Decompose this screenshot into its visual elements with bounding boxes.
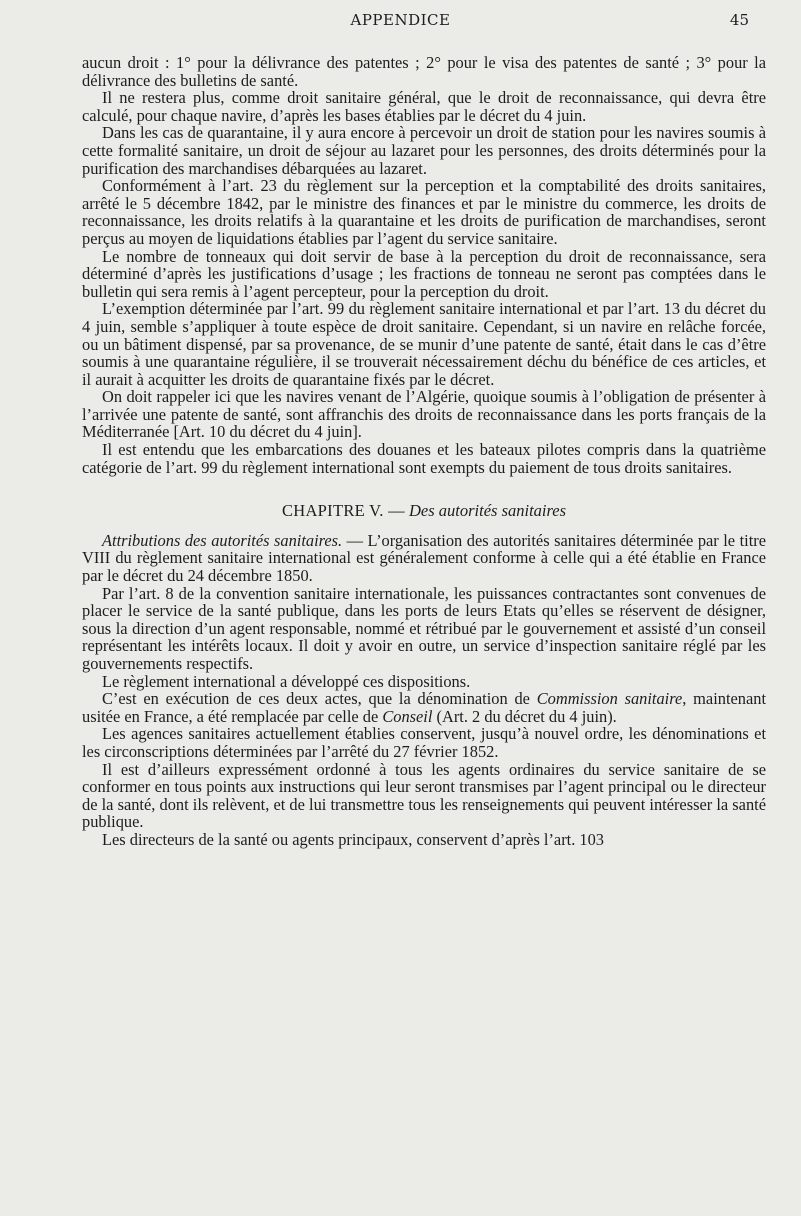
denomination-middle: , maintenant usitée en France, a été remplacée par celle de — [82, 689, 766, 726]
paragraph: Il ne restera plus, comme droit sanitaire général, que le droit de reconnaissance, qui devra être calculé, pour chaque navire, d’après les bases établies par le décret du 4 juin. — [82, 88, 766, 125]
running-head — [0, 7, 801, 37]
term-conseil: Conseil — [382, 706, 433, 726]
body-text — [82, 54, 766, 849]
attributions-paragraph — [82, 532, 766, 585]
term-commission-sanitaire: Commission sanitaire — [536, 689, 683, 709]
running-title: APPENDICE — [350, 11, 451, 29]
paragraph: Les directeurs de la santé ou agents principaux, conservent d’après l’art. 103 — [102, 829, 605, 849]
denomination-paragraph — [82, 690, 766, 725]
denomination-before: C’est en exécution de ces deux actes, que la dénomination de — [102, 689, 537, 709]
denomination-after: (Art. 2 du décret du 4 juin). — [432, 706, 617, 726]
paragraph: L’exemption déterminée par l’art. 99 du règlement sanitaire international et par l’art. 13 du décret du 4 juin, semble s’appliquer à toute espèce de droit sanitaire. Cependant, si un navire en relâche forcée, ou un bâtiment dispensé, par sa provenance, de se munir d’une patente de santé, était dans le cas d’être soumis à une quarantaine régulière, il se trouverait nécessairement déchu du bénéfice de ces articles, et il aurait à acquitter les droits de quarantaine fixés par le décret. — [82, 299, 766, 389]
chapter-heading — [82, 502, 766, 520]
paragraph: Il est entendu que les embarcations des douanes et les bateaux pilotes compris dans la quatrième catégorie de l’art. 99 du règlement international sont exempts du paiement de tous droits sanitaires. — [82, 440, 766, 477]
paragraph: Dans les cas de quarantaine, il y aura encore à percevoir un droit de station pour les navires soumis à cette formalité sanitaire, un droit de séjour au lazaret pour les personnes, des droits déterminés pour la purification des marchandises débarquées au lazaret. — [82, 123, 766, 178]
chapter-title: Des autorités sanitaires — [409, 501, 567, 521]
paragraph: Les agences sanitaires actuellement établies conservent, jusqu’à nouvel ordre, les dénominations et les circonscriptions déterminées par l’arrêté du 27 février 1852. — [82, 724, 766, 761]
paragraph: Par l’art. 8 de la convention sanitaire internationale, les puissances contractantes sont convenues de placer le service de la santé publique, dans les ports de leurs Etats qu’elles se réservent de désigner, sous la direction d’un agent responsable, nommé et rétribué par le gouvernement et assisté d’un conseil représentant les intérêts locaux. Il doit y avoir en outre, un service d’inspection sanitaire réglé par les gouvernements respectifs. — [82, 583, 766, 673]
attributions-text: — L’organisation des autorités sanitaires déterminée par le titre VIII du règlement sanitaire international est généralement conforme à celle qui a été établie en France par le décret du 24 décembre 1850. — [82, 530, 766, 586]
paragraph: aucun droit : 1° pour la délivrance des patentes ; 2° pour le visa des patentes de santé ; 3° pour la délivrance des bulletins de santé. — [82, 53, 766, 90]
page-number: 45 — [729, 11, 749, 29]
paragraph: Il est d’ailleurs expressément ordonné à tous les agents ordinaires du service sanitaire de se conformer en tous points aux instructions qui leur seront transmises par l’agent principal ou le directeur de la santé, dont ils relèvent, et de lui transmettre tous les renseignements qui peuvent intéresser la santé publique. — [82, 759, 766, 832]
paragraph: Le nombre de tonneaux qui doit servir de base à la perception du droit de reconnaissance, sera déterminé d’après les justifications d’usage ; les fractions de tonneau ne seront pas comptées dans le bulletin qui sera remis à l’agent percepteur, pour la perception du droit. — [82, 246, 766, 301]
paragraph: Le règlement international a développé ces dispositions. — [102, 671, 471, 691]
paragraph: Conformément à l’art. 23 du règlement sur la perception et la comptabilité des droits sanitaires, arrêté le 5 décembre 1842, par le ministre des finances et par le ministre du commerce, les droits de reconnaissance, les droits relatifs à la quarantaine et les droits de purification de marchandises, seront perçus au moyen de liquidations établies par l’agent du service sanitaire. — [82, 176, 766, 248]
section-heading: Attributions des autorités sanitaires. — [102, 530, 343, 550]
paragraph: On doit rappeler ici que les navires venant de l’Algérie, quoique soumis à l’obligation de présenter à l’arrivée une patente de santé, sont affranchis des droits de reconnaissance dans les ports français de la Méditerranée [Art. 10 du décret du 4 juin]. — [82, 387, 766, 442]
chapter-number: CHAPITRE V. — — [281, 501, 405, 521]
